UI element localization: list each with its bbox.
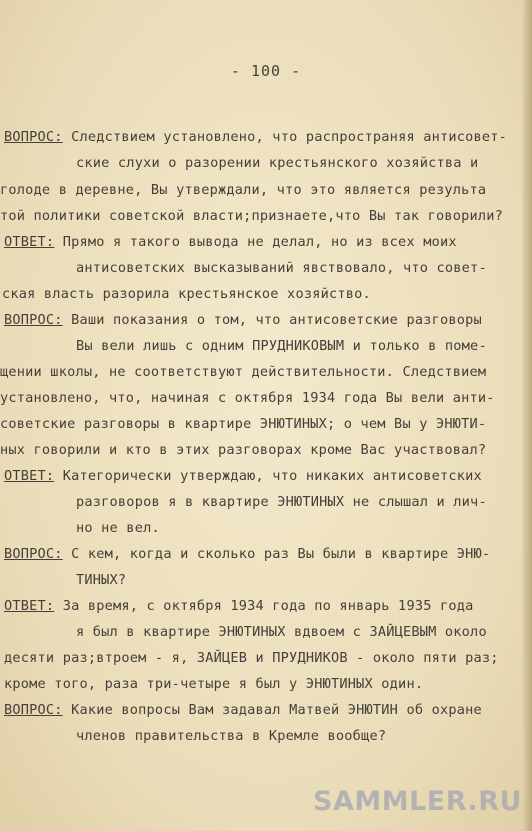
- text-line: [76, 728, 386, 744]
- text-line: [4, 312, 482, 328]
- line-text: установлено, что, начиная с октября 1934 года Вы вели анти-: [0, 390, 495, 406]
- text-line: [4, 129, 507, 145]
- line-text: Следствием установлено, что распространяя антисовет-: [62, 129, 508, 145]
- text-line: [4, 676, 423, 692]
- text-line: [4, 468, 482, 484]
- text-line: [0, 182, 486, 198]
- paper-edge: [522, 0, 532, 831]
- text-line: [76, 494, 487, 510]
- line-text: десяти раз;втроем - я, ЗАЙЦЕВ и ПРУДНИКОВ - около пяти раз;: [4, 650, 499, 666]
- line-label: ВОПРОС:: [4, 546, 63, 562]
- watermark: SAMMLER.RU: [313, 786, 522, 817]
- line-text: щении школы, не соответствуют действительности. Следствием: [0, 364, 487, 380]
- text-line: [76, 260, 487, 276]
- text-line: [0, 416, 486, 432]
- line-text: разговоров я в квартире ЭНЮТИНЫХ не слышал и лич-: [76, 494, 487, 510]
- line-text: антисоветских высказываний явствовало, что совет-: [76, 260, 487, 276]
- line-text: ские слухи о разорении крестьянского хозяйства и: [76, 155, 479, 171]
- text-line: [0, 208, 503, 224]
- line-label: ОТВЕТ:: [4, 234, 55, 250]
- text-line: [0, 364, 486, 380]
- text-line: [76, 155, 478, 171]
- line-text: кроме того, раза три-четыре я был у ЭНЮТИНЫХ один.: [4, 676, 424, 692]
- line-text: Вы вели лишь с одним ПРУДНИКОВЫМ и только в поме-: [76, 338, 487, 354]
- text-line: [76, 572, 126, 588]
- text-line: [4, 650, 499, 666]
- line-text: Какие вопросы Вам задавал Матвей ЭНЮТИН об охране: [62, 702, 482, 718]
- line-label: ОТВЕТ:: [4, 468, 55, 484]
- text-line: [76, 624, 487, 640]
- line-text: я был в квартире ЭНЮТИНЫХ вдвоем с ЗАЙЦЕВЫМ около: [76, 624, 487, 640]
- text-line: [4, 546, 490, 562]
- line-text: Ваши показания о том, что антисоветские разговоры: [62, 312, 482, 328]
- line-text: ных говорили и кто в этих разговорах кроме Вас участвовал?: [0, 442, 487, 458]
- text-line: [4, 234, 457, 250]
- line-text: ская власть разорила крестьянское хозяйство.: [2, 286, 371, 302]
- text-line: [76, 338, 487, 354]
- line-label: ВОПРОС:: [4, 702, 63, 718]
- line-label: ВОПРОС:: [4, 129, 63, 145]
- text-line: [76, 520, 160, 536]
- line-label: ОТВЕТ:: [4, 598, 55, 614]
- line-text: Прямо я такого вывода не делал, но из всех моих: [54, 234, 457, 250]
- page-number: - 100 -: [230, 62, 302, 80]
- line-label: ВОПРОС:: [4, 312, 63, 328]
- line-text: С кем, когда и сколько раз Вы были в квартире ЭНЮ-: [62, 546, 491, 562]
- line-text: той политики советской власти;признаете,что Вы так говорили?: [0, 208, 504, 224]
- line-text: голоде в деревне, Вы утверждали, что это является результа: [0, 182, 487, 198]
- line-text: ТИНЫХ?: [76, 572, 127, 588]
- text-line: [0, 442, 486, 458]
- line-text: но не вел.: [76, 520, 160, 536]
- text-line: [4, 598, 474, 614]
- line-text: членов правительства в Кремле вообще?: [76, 728, 387, 744]
- text-line: [0, 390, 495, 406]
- text-line: [4, 702, 482, 718]
- text-line: [2, 286, 371, 302]
- line-text: советские разговоры в квартире ЭНЮТИНЫХ; о чем Вы у ЭНЮТИ-: [0, 416, 487, 432]
- line-text: За время, с октября 1934 года по январь 1935 года: [54, 598, 474, 614]
- line-text: Категорически утверждаю, что никаких антисоветских: [54, 468, 482, 484]
